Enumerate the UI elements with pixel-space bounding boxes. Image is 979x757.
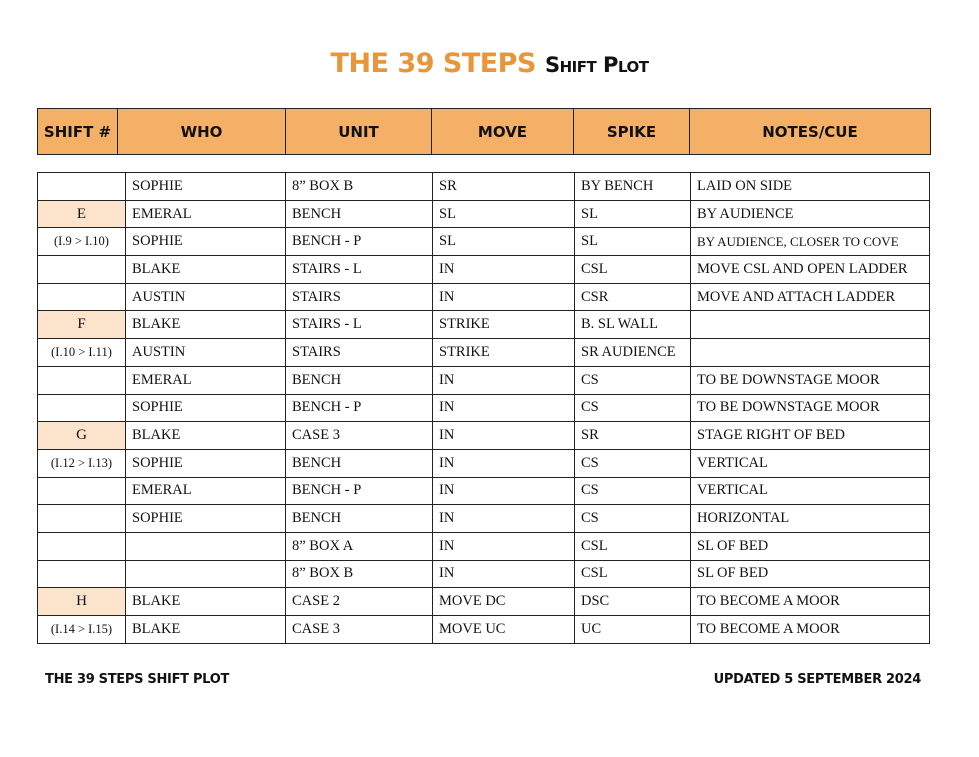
cell-unit: STAIRS - L [286,256,433,284]
cell-spike: SR [575,422,691,450]
cell-spike: B. SL WALL [575,311,691,339]
cell-spike: SR AUDIENCE [575,339,691,367]
cell-notes: TO BECOME A MOOR [691,588,930,616]
cell-who: BLAKE [126,616,286,644]
cell-move: IN [433,422,575,450]
cell-notes: TO BE DOWNSTAGE MOOR [691,366,930,394]
cell-unit: BENCH - P [286,394,433,422]
cell-who: BLAKE [126,311,286,339]
cell-notes: TO BE DOWNSTAGE MOOR [691,394,930,422]
cell-shift: E [38,200,126,228]
header-who: WHO [118,109,286,155]
cell-who: AUSTIN [126,283,286,311]
table-row [38,339,930,367]
cell-spike: CS [575,449,691,477]
cell-move: MOVE UC [433,616,575,644]
cell-shift [38,283,126,311]
header-table [37,108,931,155]
cell-unit: STAIRS - L [286,311,433,339]
cell-notes: LAID ON SIDE [691,173,930,201]
cell-shift [38,173,126,201]
cell-spike: CSR [575,283,691,311]
cell-notes: BY AUDIENCE [691,200,930,228]
cell-move: SL [433,200,575,228]
cell-spike: SL [575,200,691,228]
cell-shift: G [38,422,126,450]
cell-spike: CSL [575,256,691,284]
cell-who: SOPHIE [126,173,286,201]
cell-notes: BY AUDIENCE, CLOSER TO COVE [691,228,930,256]
cell-unit: BENCH - P [286,228,433,256]
cell-move: IN [433,366,575,394]
cell-shift: H [38,588,126,616]
table-row [38,173,930,201]
table-row [38,477,930,505]
cell-move: IN [433,283,575,311]
cell-notes: SL OF BED [691,532,930,560]
cell-move: STRIKE [433,339,575,367]
cell-spike: CSL [575,560,691,588]
cell-spike: CS [575,366,691,394]
cell-unit: BENCH [286,449,433,477]
cell-shift: (I.9 > I.10) [38,228,126,256]
cell-who: BLAKE [126,588,286,616]
table-row [38,283,930,311]
cell-notes: HORIZONTAL [691,505,930,533]
title-main: THE 39 STEPS [330,48,536,79]
table-row [38,505,930,533]
cell-shift [38,532,126,560]
cell-notes: VERTICAL [691,449,930,477]
cell-move: IN [433,477,575,505]
header-notes: NOTES/CUE [690,109,931,155]
cell-who [126,532,286,560]
cell-shift: F [38,311,126,339]
title-sub: Shift Plot [545,53,649,77]
table-row [38,311,930,339]
cell-who: AUSTIN [126,339,286,367]
cell-shift [38,505,126,533]
cell-who: BLAKE [126,256,286,284]
cell-unit: BENCH [286,366,433,394]
header-row [38,109,931,155]
cell-notes [691,311,930,339]
cell-move: IN [433,532,575,560]
cell-unit: 8” BOX A [286,532,433,560]
table-row [38,200,930,228]
cell-move: IN [433,449,575,477]
cell-move: IN [433,394,575,422]
cell-shift [38,366,126,394]
cell-unit: STAIRS [286,283,433,311]
cell-who: SOPHIE [126,228,286,256]
cell-notes: TO BECOME A MOOR [691,616,930,644]
cell-notes: MOVE CSL AND OPEN LADDER [691,256,930,284]
cell-shift: (I.10 > I.11) [38,339,126,367]
cell-notes: STAGE RIGHT OF BED [691,422,930,450]
cell-unit: BENCH [286,505,433,533]
cell-unit: CASE 3 [286,422,433,450]
cell-move: SR [433,173,575,201]
cell-spike: BY BENCH [575,173,691,201]
cell-move: MOVE DC [433,588,575,616]
cell-unit: 8” BOX B [286,173,433,201]
table-row [38,616,930,644]
cell-shift [38,477,126,505]
cell-move: IN [433,560,575,588]
header-spike: SPIKE [574,109,690,155]
shift-table-body [38,173,930,644]
cell-notes: MOVE AND ATTACH LADDER [691,283,930,311]
table-row [38,532,930,560]
cell-who: SOPHIE [126,394,286,422]
cell-unit: BENCH [286,200,433,228]
cell-spike: DSC [575,588,691,616]
cell-move: STRIKE [433,311,575,339]
header-unit: UNIT [286,109,432,155]
shift-table [37,172,930,644]
cell-spike: CS [575,505,691,533]
cell-who: EMERAL [126,477,286,505]
cell-unit: CASE 2 [286,588,433,616]
cell-who: SOPHIE [126,449,286,477]
table-row [38,560,930,588]
cell-shift: (I.12 > I.13) [38,449,126,477]
cell-who [126,560,286,588]
cell-spike: SL [575,228,691,256]
page-title [0,48,979,79]
cell-unit: 8” BOX B [286,560,433,588]
cell-who: EMERAL [126,200,286,228]
cell-who: SOPHIE [126,505,286,533]
cell-notes [691,339,930,367]
table-row [38,449,930,477]
cell-shift: (I.14 > I.15) [38,616,126,644]
cell-unit: CASE 3 [286,616,433,644]
cell-shift [38,256,126,284]
footer-left: THE 39 STEPS SHIFT PLOT [45,672,230,687]
table-row [38,228,930,256]
cell-notes: VERTICAL [691,477,930,505]
cell-who: BLAKE [126,422,286,450]
cell-spike: CSL [575,532,691,560]
table-row [38,366,930,394]
table-row [38,256,930,284]
cell-unit: STAIRS [286,339,433,367]
cell-unit: BENCH - P [286,477,433,505]
header-move: MOVE [432,109,574,155]
header-shift: SHIFT # [38,109,118,155]
cell-spike: CS [575,394,691,422]
footer-right: UPDATED 5 SEPTEMBER 2024 [713,672,921,687]
cell-move: IN [433,505,575,533]
cell-spike: UC [575,616,691,644]
cell-who: EMERAL [126,366,286,394]
table-row [38,394,930,422]
table-row [38,588,930,616]
cell-shift [38,560,126,588]
table-row [38,422,930,450]
cell-shift [38,394,126,422]
cell-move: IN [433,256,575,284]
cell-move: SL [433,228,575,256]
cell-spike: CS [575,477,691,505]
cell-notes: SL OF BED [691,560,930,588]
